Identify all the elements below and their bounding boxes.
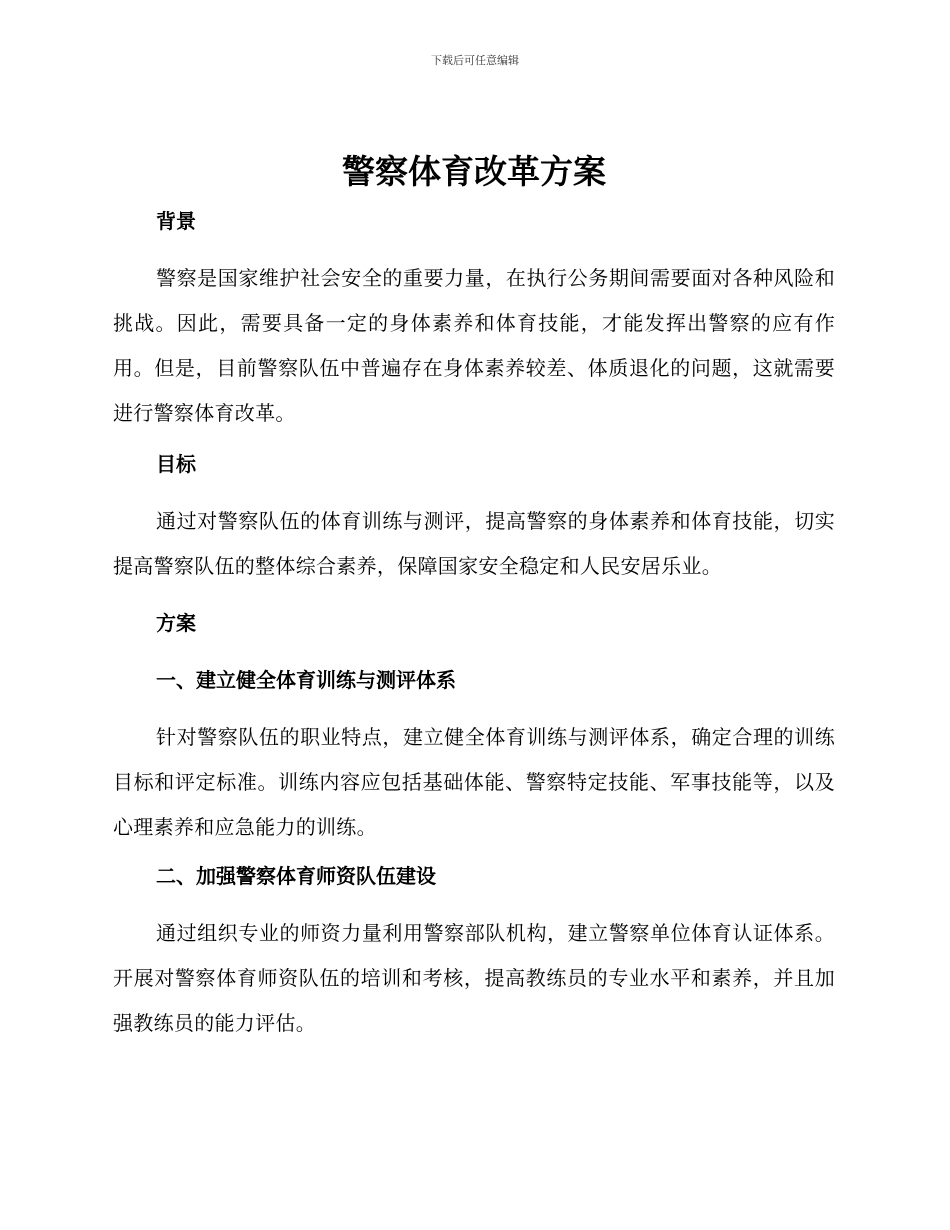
spacer <box>113 850 835 861</box>
spacer <box>113 638 835 665</box>
document-body <box>113 148 835 1046</box>
section-paragraph-training-system: 针对警察队伍的职业特点，建立健全体育训练与测评体系，确定合理的训练目标和评定标准。训练内容应包括基础体能、警察特定技能、军事技能等，以及心理素养和应急能力的训练。 <box>113 725 835 839</box>
section-heading-plan: 方案 <box>156 611 196 635</box>
section-heading-goal: 目标 <box>156 452 196 476</box>
spacer <box>113 436 835 449</box>
spacer <box>113 479 835 499</box>
section-heading-training-system: 一、建立健全体育训练与测评体系 <box>156 668 456 692</box>
section-paragraph-background: 警察是国家维护社会安全的重要力量，在执行公务期间需要面对各种风险和挑战。因此，需要具备一定的身体素养和体育技能，才能发挥出警察的应有作用。但是，目前警察队伍中普遍存在身体素养较差、体质退化的问题，这就需要进行警察体育改革。 <box>113 266 835 425</box>
section-heading-background: 背景 <box>156 209 196 233</box>
spacer <box>113 196 835 206</box>
spacer <box>113 891 835 911</box>
page-header-note: 下载后可任意编辑 <box>431 54 519 67</box>
document-title: 警察体育改革方案 <box>342 152 606 191</box>
section-paragraph-goal: 通过对警察队伍的体育训练与测评，提高警察的身体素养和体育技能，切实提高警察队伍的整体综合素养，保障国家安全稳定和人民安居乐业。 <box>113 509 835 578</box>
spacer <box>113 236 835 256</box>
section-heading-instructor-team: 二、加强警察体育师资队伍建设 <box>156 864 436 888</box>
spacer <box>113 589 835 608</box>
spacer <box>113 695 835 715</box>
section-paragraph-instructor-team: 通过组织专业的师资力量利用警察部队机构，建立警察单位体育认证体系。开展对警察体育师资队伍的培训和考核，提高教练员的专业水平和素养，并且加强教练员的能力评估。 <box>113 921 835 1035</box>
